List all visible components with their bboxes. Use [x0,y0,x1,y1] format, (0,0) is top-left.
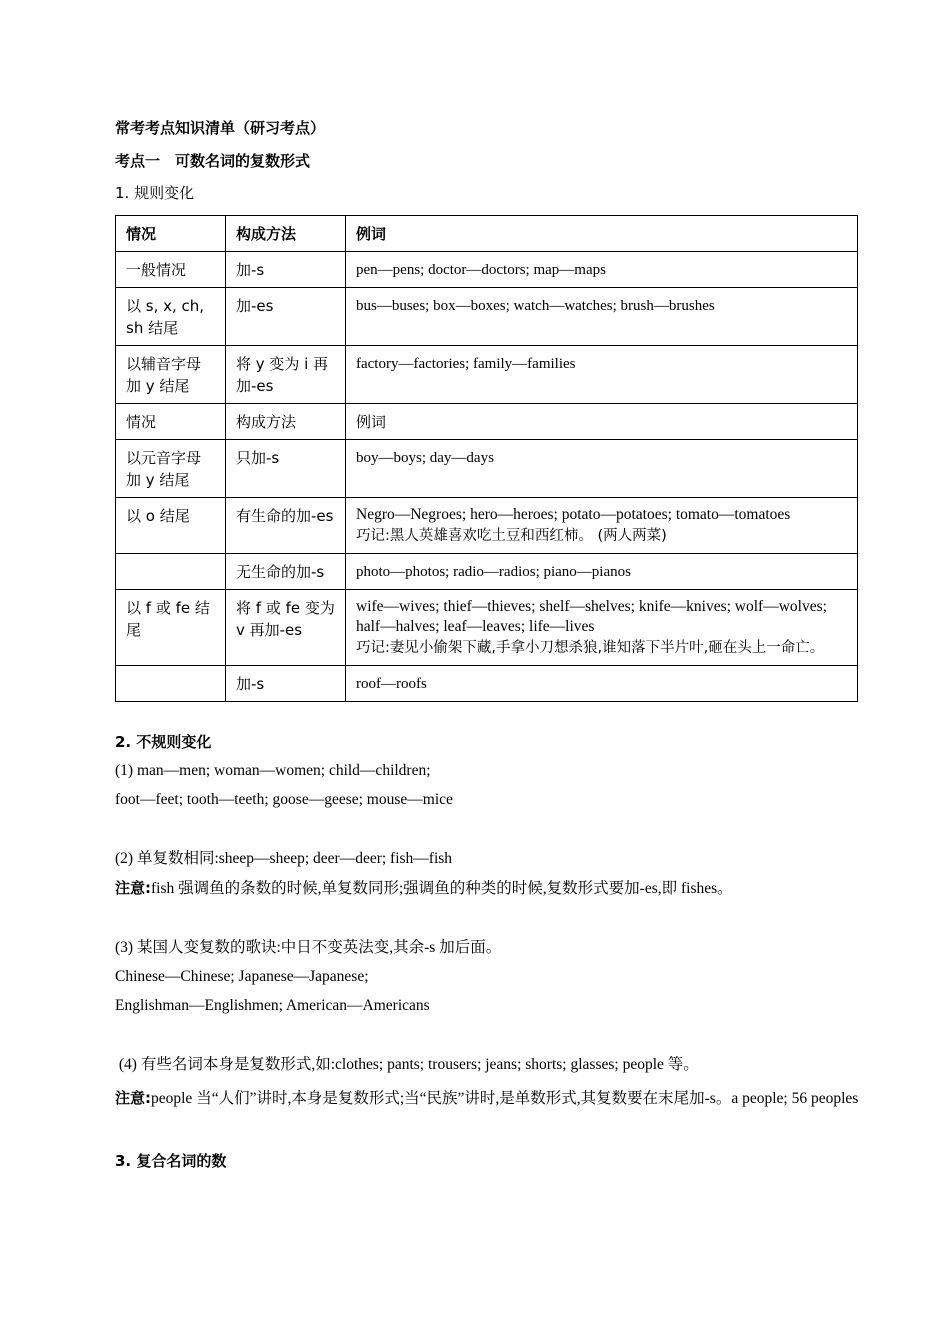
cell-situation: 以元音字母加 y 结尾 [116,440,226,498]
cell-situation: 以 f 或 fe 结尾 [116,590,226,666]
plural-rules-table [115,215,858,702]
note-label: 注意: [115,1089,151,1107]
memory-tip: 巧记:妻见小偷架下藏,手拿小刀想杀狼,谁知落下半片叶,砸在头上一命亡。 [356,640,825,656]
cell-examples: roof—roofs [346,666,858,702]
cell-method: 加-s [226,252,346,288]
cell-situation [116,554,226,590]
document-title: 常考考点知识清单（研习考点） [115,119,326,137]
header-method: 构成方法 [226,216,346,252]
table-row [116,590,858,666]
examples-text: Negro—Negroes; hero—heroes; potato—potatoes; tomato—tomatoes [356,506,791,523]
note-fish-text: fish 强调鱼的条数的时候,单复数同形;强调鱼的种类的时候,复数形式要加-es,即 fishes。 [151,880,733,897]
cell-situation: 以 s, x, ch, sh 结尾 [116,288,226,346]
cell-method: 将 f 或 fe 变为 v 再加-es [226,590,346,666]
note-fish [115,878,860,899]
cell-method: 无生命的加-s [226,554,346,590]
table-header-row [116,216,858,252]
irregular-p4: (4) 有些名词本身是复数形式,如:clothes; pants; trousers; jeans; shorts; glasses; people 等。 [115,1056,699,1073]
cell-examples: 例词 [346,404,858,440]
header-examples: 例词 [346,216,858,252]
cell-examples [346,590,858,666]
compound-heading: 3. 复合名词的数 [115,1152,227,1170]
note-label: 注意: [115,879,151,897]
irregular-p3-line1: Chinese—Chinese; Japanese—Japanese; [115,968,369,985]
table-row [116,346,858,404]
cell-situation: 一般情况 [116,252,226,288]
table-row [116,252,858,288]
rule-change-subheading: 1. 规则变化 [115,184,195,202]
table-row [116,498,858,554]
cell-situation [116,666,226,702]
irregular-p1-line1: (1) man—men; woman—women; child—children; [115,762,431,779]
header-situation: 情况 [116,216,226,252]
cell-method: 加-es [226,288,346,346]
table-row [116,554,858,590]
examples-text: wife—wives; thief—thieves; shelf—shelves; knife—knives; wolf—wolves; half—halves; leaf—leaves; life—lives [356,598,827,635]
cell-method: 加-s [226,666,346,702]
table-row [116,666,858,702]
table-row [116,404,858,440]
cell-method: 有生命的加-es [226,498,346,554]
cell-examples: photo—photos; radio—radios; piano—pianos [346,554,858,590]
cell-examples: factory—factories; family—families [346,346,858,404]
point-one-heading: 考点一 可数名词的复数形式 [115,152,311,170]
cell-method: 构成方法 [226,404,346,440]
irregular-heading: 2. 不规则变化 [115,733,212,751]
irregular-p2: (2) 单复数相同:sheep—sheep; deer—deer; fish—fish [115,850,453,867]
cell-examples: bus—buses; box—boxes; watch—watches; brush—brushes [346,288,858,346]
cell-examples: boy—boys; day—days [346,440,858,498]
document-page [115,112,860,1171]
cell-method: 只加-s [226,440,346,498]
irregular-p3: (3) 某国人变复数的歌诀:中日不变英法变,其余-s 加后面。 [115,939,502,956]
cell-situation: 以辅音字母加 y 结尾 [116,346,226,404]
irregular-p1-line2: foot—feet; tooth—teeth; goose—geese; mouse—mice [115,791,453,808]
note-people [115,1084,860,1113]
cell-situation: 情况 [116,404,226,440]
table-row [116,288,858,346]
cell-examples: pen—pens; doctor—doctors; map—maps [346,252,858,288]
cell-examples [346,498,858,554]
memory-tip: 巧记:黑人英雄喜欢吃土豆和西红柿。 (两人两菜) [356,528,667,544]
table-row [116,440,858,498]
irregular-p3-line2: Englishman—Englishmen; American—Americans [115,997,430,1014]
cell-method: 将 y 变为 i 再加-es [226,346,346,404]
cell-situation: 以 o 结尾 [116,498,226,554]
note-people-text: people 当“人们”讲时,本身是复数形式;当“民族”讲时,是单数形式,其复数要在末尾加-s。a people; 56 peoples [151,1090,859,1107]
